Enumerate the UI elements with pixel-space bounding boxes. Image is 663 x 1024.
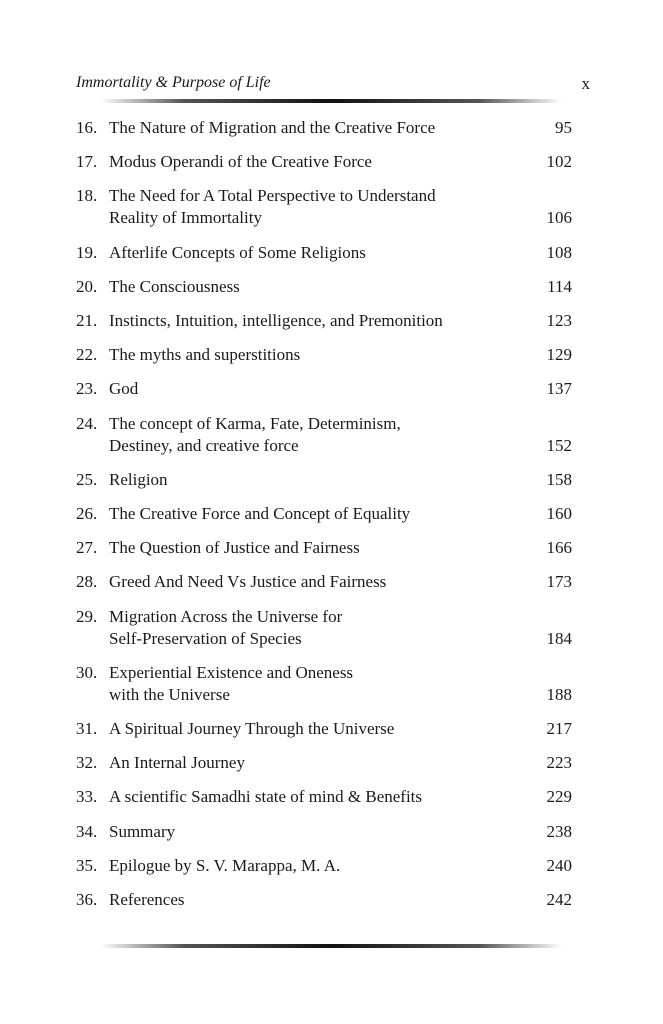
running-header (76, 74, 590, 98)
toc-entry-title-line: Self-Preservation of Species (109, 628, 302, 648)
toc-entry-number: 28. (76, 572, 98, 592)
toc-entry-page: 158 (546, 469, 572, 489)
toc-entry-number: 32. (76, 753, 98, 773)
toc-entry-title (109, 344, 519, 366)
toc-entry-title-line: Religion (109, 469, 168, 489)
toc-entry-title (109, 718, 519, 740)
toc-entry-title-line: A Spiritual Journey Through the Universe (109, 719, 395, 738)
toc-entry-title (109, 503, 519, 525)
toc-entry-number: 17. (76, 152, 98, 172)
toc-entry-title (109, 752, 519, 774)
toc-entry-title-line: Summary (109, 821, 176, 841)
toc-entry-title-line: Modus Operandi of the Creative Force (109, 152, 372, 172)
toc-entry-title (109, 117, 519, 139)
toc-entry-number: 33. (76, 787, 98, 807)
toc-entry-title (109, 185, 519, 229)
toc-entry-title (109, 606, 519, 650)
toc-entry-number: 29. (76, 606, 98, 626)
toc-entry-title (109, 821, 519, 843)
toc-entry-number: 16. (76, 118, 98, 137)
toc-entry-title-line: Greed And Need Vs Justice and Fairness (109, 572, 387, 592)
toc-entry-number: 22. (76, 345, 98, 365)
toc-entry-page: 106 (546, 208, 572, 228)
toc-entry-title (109, 151, 519, 173)
toc-entry-page: 95 (555, 118, 572, 137)
toc-entry-title (109, 276, 519, 298)
toc-entry-page: 129 (546, 345, 572, 365)
toc-entry-title (109, 242, 519, 264)
toc-entry-page: 152 (546, 435, 572, 455)
toc-entry-title-line: Afterlife Concepts of Some Religions (109, 242, 366, 262)
toc-entry-page: 188 (546, 684, 572, 704)
toc-entry-number: 25. (76, 469, 98, 489)
toc-entry-page: 238 (546, 821, 572, 841)
toc-entry-number: 23. (76, 379, 98, 399)
header-rule (100, 99, 562, 103)
toc-entry-page: 229 (546, 787, 572, 807)
toc-entry-title-line: Migration Across the Universe for (109, 606, 343, 626)
toc-entry-page: 137 (546, 379, 572, 399)
toc-entry-title (109, 662, 519, 706)
toc-entry-number: 36. (76, 890, 98, 909)
toc-entry-title-line: Destiney, and creative force (109, 435, 299, 455)
toc-entry-page: 108 (546, 242, 572, 262)
page-number: x (581, 74, 590, 93)
toc-entry-title-line: The concept of Karma, Fate, Determinism, (109, 413, 401, 433)
toc-entry-title-line: Epilogue by S. V. Marappa, M. A. (109, 855, 341, 875)
toc-entry-title (109, 855, 519, 877)
toc-entry-title-line: Experiential Existence and Oneness (109, 662, 354, 682)
toc-entry-title (109, 537, 519, 559)
toc-entry-title-line: with the Universe (109, 684, 230, 704)
toc-entry-number: 27. (76, 538, 98, 558)
toc-entry-title-line: God (109, 379, 139, 399)
toc-entry-title-line: The Need for A Total Perspective to Understand (109, 186, 436, 206)
toc-entry-page: 166 (546, 538, 572, 558)
toc-entry-page: 114 (547, 276, 572, 296)
toc-entry-page: 223 (546, 753, 572, 773)
toc-entry-page: 217 (546, 719, 572, 738)
toc-entry-number: 20. (76, 276, 98, 296)
toc-entry-title-line: Instincts, Intuition, intelligence, and Premonition (109, 311, 443, 330)
toc-entry-number: 21. (76, 311, 98, 330)
toc-entry-title (109, 413, 519, 457)
toc-entry-number: 19. (76, 242, 98, 262)
toc-entry-number: 24. (76, 413, 98, 433)
toc-entry-title-line: Reality of Immortality (109, 208, 262, 228)
toc-entry-title-line: References (109, 890, 185, 909)
toc-entry-title-line: The Nature of Migration and the Creative Force (109, 118, 436, 137)
toc-entry-title (109, 571, 519, 593)
toc-entry-title (109, 469, 519, 491)
toc-entry-title-line: The Consciousness (109, 276, 240, 296)
toc-entry-title (109, 310, 519, 332)
toc-entry-number: 30. (76, 662, 98, 682)
toc-entry-number: 35. (76, 855, 98, 875)
toc-entry-page: 160 (546, 504, 572, 523)
toc-entry-title-line: An Internal Journey (109, 753, 245, 773)
toc-entry-title (109, 378, 519, 400)
toc-entry-page: 184 (546, 628, 572, 648)
toc-entry-page: 102 (546, 152, 572, 172)
toc-entry-page: 173 (546, 572, 572, 592)
toc-entry-number: 18. (76, 186, 98, 206)
toc-entry-title-line: The myths and superstitions (109, 345, 301, 365)
toc-entry-title-line: A scientific Samadhi state of mind & Benefits (109, 787, 423, 807)
toc-entry-page: 240 (546, 855, 572, 875)
toc-entry-number: 34. (76, 821, 98, 841)
toc-entry-page: 123 (546, 311, 572, 330)
toc-entry-title-line: The Question of Justice and Fairness (109, 538, 360, 558)
toc-entry-title (109, 889, 519, 911)
toc-entry-number: 26. (76, 504, 98, 523)
footer-rule (100, 944, 562, 948)
toc-entry-page: 242 (546, 890, 572, 909)
toc-entry-title-line: The Creative Force and Concept of Equality (109, 504, 411, 523)
toc-entry-number: 31. (76, 719, 98, 738)
toc-entry-title (109, 786, 519, 808)
running-title: Immortality & Purpose of Life (76, 74, 271, 91)
